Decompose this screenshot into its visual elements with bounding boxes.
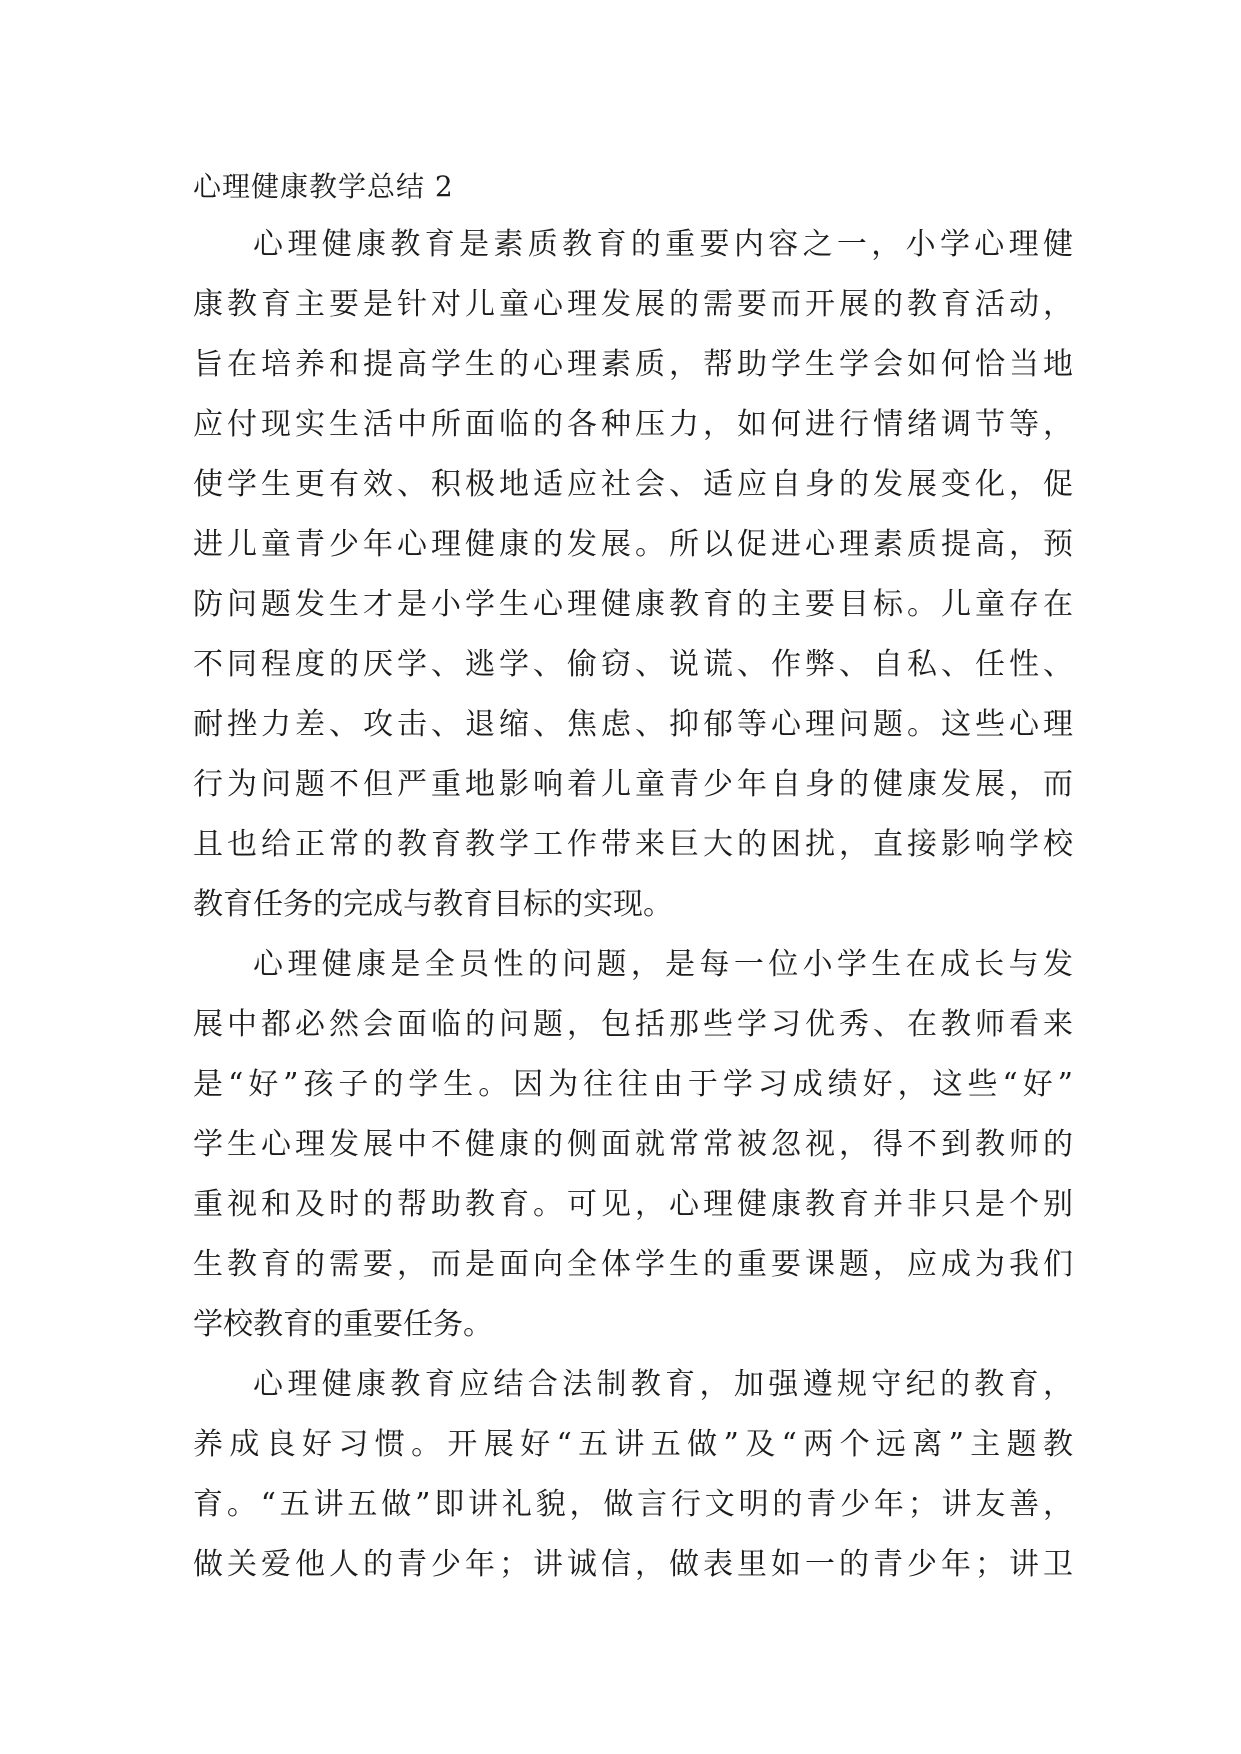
paragraph-3 [193,1355,1073,1595]
document-title: 心理健康教学总结 2 [193,170,454,203]
text-line: 学校教育的重要任务。 [193,1307,493,1342]
text-line: 旨在培养和提高学生的心理素质，帮助学生学会如何恰当地 [193,347,1073,382]
text-line: 是“好”孩子的学生。因为往往由于学习成绩好，这些“好” [193,1067,1073,1102]
text-line: 不同程度的厌学、逃学、偷窃、说谎、作弊、自私、任性、 [193,647,1073,682]
text-line: 且也给正常的教育教学工作带来巨大的困扰，直接影响学校 [193,827,1073,862]
text-line: 康教育主要是针对儿童心理发展的需要而开展的教育活动， [193,287,1073,322]
text-line: 生教育的需要，而是面向全体学生的重要课题，应成为我们 [193,1247,1073,1282]
text-line: 教育任务的完成与教育目标的实现。 [193,887,673,922]
document-body [193,159,1073,1595]
text-line: 进儿童青少年心理健康的发展。所以促进心理素质提高，预 [193,527,1073,562]
paragraph-1 [193,215,1073,935]
text-line: 做关爱他人的青少年；讲诚信，做表里如一的青少年；讲卫 [193,1547,1073,1582]
text-line: 行为问题不但严重地影响着儿童青少年自身的健康发展，而 [193,767,1073,802]
text-line: 防问题发生才是小学生心理健康教育的主要目标。儿童存在 [193,587,1073,622]
text-line: 展中都必然会面临的问题，包括那些学习优秀、在教师看来 [193,1007,1073,1042]
text-line: 心理健康教育是素质教育的重要内容之一，小学心理健 [253,227,1073,262]
text-line: 重视和及时的帮助教育。可见，心理健康教育并非只是个别 [193,1187,1073,1222]
paragraph-2 [193,935,1073,1355]
text-line: 心理健康是全员性的问题，是每一位小学生在成长与发 [253,947,1073,982]
text-line: 使学生更有效、积极地适应社会、适应自身的发展变化，促 [193,467,1073,502]
text-line: 育。“五讲五做”即讲礼貌，做言行文明的青少年；讲友善， [193,1487,1073,1522]
text-line: 学生心理发展中不健康的侧面就常常被忽视，得不到教师的 [193,1127,1073,1162]
text-line: 应付现实生活中所面临的各种压力，如何进行情绪调节等， [193,407,1073,442]
text-line: 养成良好习惯。开展好“五讲五做”及“两个远离”主题教 [193,1427,1073,1462]
text-line: 耐挫力差、攻击、退缩、焦虑、抑郁等心理问题。这些心理 [193,707,1073,742]
text-line: 心理健康教育应结合法制教育，加强遵规守纪的教育， [253,1367,1073,1402]
